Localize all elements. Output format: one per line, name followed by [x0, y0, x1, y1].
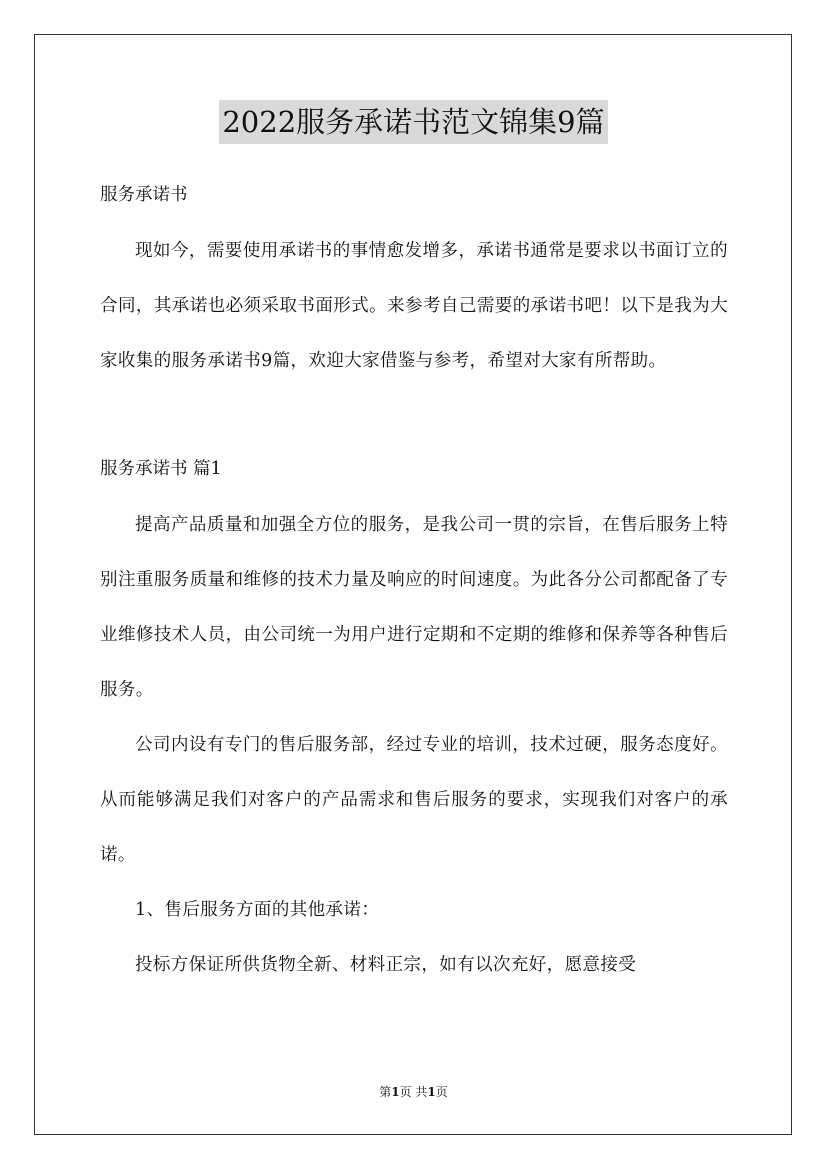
footer-suffix: 页 — [435, 1085, 448, 1099]
intro-heading: 服务承诺书 — [100, 185, 188, 205]
document-body — [100, 166, 728, 993]
section-1-paragraph-2: 公司内设有专门的售后服务部，经过专业的培训，技术过硬，服务态度好。从而能够满足我们对客户的产品需求和售后服务的要求，实现我们对客户的承诺。 — [100, 735, 728, 865]
section-1-list-item-1: 1、售后服务方面的其他承诺： — [135, 900, 380, 920]
section-1-paragraph-1: 提高产品质量和加强全方位的服务，是我公司一贯的宗旨，在售后服务上特别注重服务质量和维修的技术力量及响应的时间速度。为此各分公司都配备了专业维修技术人员，由公司统一为用户进行定期和不定期的维修和保养等各种售后服务。 — [100, 515, 728, 700]
footer-total-pages: 1 — [427, 1085, 436, 1099]
section-1-heading: 服务承诺书 篇1 — [100, 459, 222, 479]
footer-prefix: 第 — [379, 1085, 392, 1099]
section-1-paragraph-3: 投标方保证所供货物全新、材料正宗，如有以次充好，愿意接受 — [135, 955, 637, 975]
footer-current-page: 1 — [391, 1085, 400, 1099]
page-footer — [0, 1083, 827, 1101]
document-title — [0, 100, 827, 144]
section-spacer — [100, 389, 728, 440]
document-title-text: 2022服务承诺书范文锦集9篇 — [219, 100, 607, 144]
intro-paragraph: 现如今，需要使用承诺书的事情愈发增多，承诺书通常是要求以书面订立的合同，其承诺也必须采取书面形式。来参考自己需要的承诺书吧！以下是我为大家收集的服务承诺书9篇，欢迎大家借鉴与参考，希望对大家有所帮助。 — [100, 241, 728, 371]
footer-middle: 页 共 — [399, 1085, 428, 1099]
